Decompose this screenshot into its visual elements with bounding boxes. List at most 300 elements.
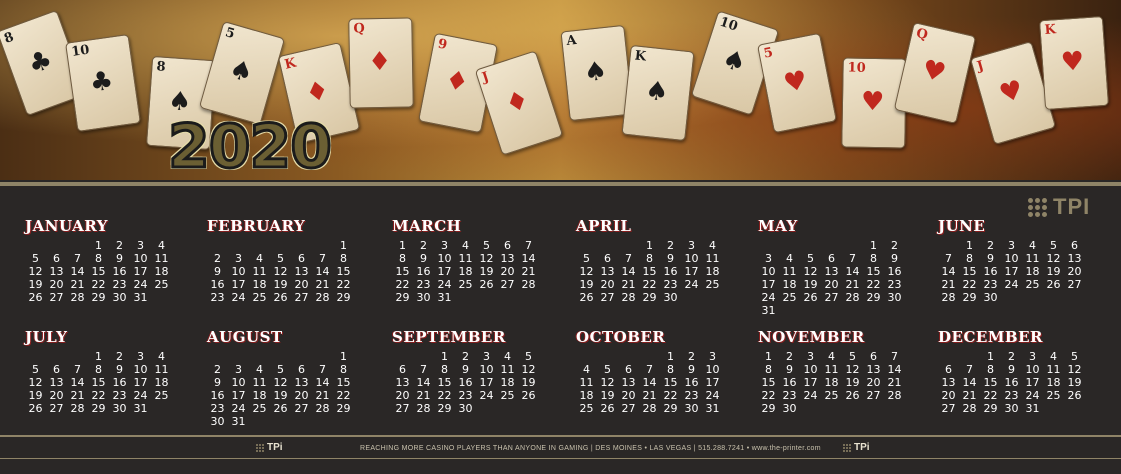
day-number: 29: [437, 402, 452, 415]
day-number: 3: [1029, 350, 1036, 363]
empty-cell: [779, 239, 800, 252]
playing-card: 5 ♠: [199, 21, 285, 125]
day-number: 17: [803, 376, 818, 389]
day-number: 29: [663, 402, 678, 415]
day-number: 31: [231, 415, 246, 428]
day-number: 17: [479, 376, 494, 389]
day-number: 19: [28, 278, 43, 291]
day-number: 13: [941, 376, 956, 389]
day-number: 5: [807, 252, 814, 265]
day-number: 17: [684, 265, 699, 278]
day-number: 20: [600, 278, 615, 291]
day-number: 23: [112, 278, 127, 291]
day-number: 22: [91, 278, 106, 291]
footer-logo-left: [256, 442, 283, 453]
day-number: 20: [824, 278, 839, 291]
footer-divider-bottom: [0, 458, 1121, 459]
day-number: 29: [91, 402, 106, 415]
day-number: 29: [866, 291, 881, 304]
empty-cell: [25, 239, 46, 252]
month-june: [938, 215, 1108, 304]
day-number: 12: [1046, 252, 1061, 265]
month-name: OCTOBER: [576, 328, 666, 346]
day-number: 12: [845, 363, 860, 376]
day-number: 10: [133, 252, 148, 265]
day-number: 24: [231, 402, 246, 415]
day-number: 30: [210, 415, 225, 428]
day-number: 10: [479, 363, 494, 376]
empty-cell: [249, 239, 270, 252]
month-july: [25, 326, 195, 415]
day-number: 6: [625, 363, 632, 376]
day-number: 23: [887, 278, 902, 291]
day-number: 8: [95, 252, 102, 265]
day-number: 16: [210, 278, 225, 291]
day-number: 23: [782, 389, 797, 402]
day-number: 22: [336, 389, 351, 402]
day-number: 18: [500, 376, 515, 389]
day-number: 26: [803, 291, 818, 304]
day-number: 23: [663, 278, 678, 291]
day-number: 24: [761, 291, 776, 304]
month-name: JUNE: [938, 217, 986, 235]
month-may: [758, 215, 928, 317]
empty-cell: [938, 239, 959, 252]
day-number: 27: [866, 389, 881, 402]
playing-card: 10 ♣: [65, 34, 141, 132]
day-number: 25: [824, 389, 839, 402]
day-number: 1: [987, 350, 994, 363]
day-number: 31: [437, 291, 452, 304]
day-number: 21: [621, 278, 636, 291]
day-number: 1: [95, 239, 102, 252]
day-number: 12: [479, 252, 494, 265]
day-number: 8: [340, 363, 347, 376]
day-number: 9: [1008, 363, 1015, 376]
day-number: 17: [133, 265, 148, 278]
day-number: 2: [987, 239, 994, 252]
day-number: 28: [315, 402, 330, 415]
day-number: 22: [91, 389, 106, 402]
day-number: 6: [604, 252, 611, 265]
day-number: 13: [621, 376, 636, 389]
day-number: 9: [116, 363, 123, 376]
day-number: 7: [646, 363, 653, 376]
day-grid: [25, 350, 195, 415]
day-number: 31: [133, 291, 148, 304]
day-number: 12: [273, 265, 288, 278]
day-number: 13: [294, 265, 309, 278]
day-number: 4: [709, 239, 716, 252]
playing-card: 10 ♠: [691, 10, 780, 115]
day-number: 10: [761, 265, 776, 278]
day-number: 26: [28, 402, 43, 415]
day-number: 7: [74, 252, 81, 265]
month-march: [392, 215, 562, 304]
day-number: 24: [1004, 278, 1019, 291]
day-number: 18: [1025, 265, 1040, 278]
day-number: 16: [112, 376, 127, 389]
day-number: 27: [500, 278, 515, 291]
card-banner: [0, 0, 1121, 180]
day-number: 8: [441, 363, 448, 376]
empty-cell: [207, 239, 228, 252]
day-number: 10: [437, 252, 452, 265]
day-number: 3: [137, 239, 144, 252]
day-number: 8: [399, 252, 406, 265]
day-number: 5: [277, 363, 284, 376]
day-number: 6: [504, 239, 511, 252]
day-number: 6: [828, 252, 835, 265]
day-number: 1: [870, 239, 877, 252]
day-number: 25: [252, 402, 267, 415]
day-number: 26: [845, 389, 860, 402]
day-number: 28: [941, 291, 956, 304]
day-number: 30: [458, 402, 473, 415]
day-number: 25: [782, 291, 797, 304]
month-name: NOVEMBER: [758, 328, 865, 346]
day-number: 27: [294, 291, 309, 304]
day-number: 9: [116, 252, 123, 265]
day-number: 12: [1067, 363, 1082, 376]
day-number: 23: [458, 389, 473, 402]
year-title: 2020: [168, 112, 331, 180]
day-number: 2: [688, 350, 695, 363]
playing-card: K ♠: [621, 45, 694, 141]
day-number: 9: [786, 363, 793, 376]
day-number: 21: [416, 389, 431, 402]
empty-cell: [618, 350, 639, 363]
playing-card: K ♦: [278, 42, 361, 144]
day-number: 23: [684, 389, 699, 402]
empty-cell: [312, 350, 333, 363]
empty-cell: [392, 350, 413, 363]
day-number: 30: [782, 402, 797, 415]
day-number: 11: [500, 363, 515, 376]
month-name: JANUARY: [25, 217, 108, 235]
footer-tagline: REACHING MORE CASINO PLAYERS THAN ANYONE IN GAMING | DES MOINES • LAS VEGAS | 515.288.7241 • www.the-printer.com: [360, 445, 821, 452]
day-number: 17: [231, 278, 246, 291]
day-number: 12: [273, 376, 288, 389]
day-number: 29: [642, 291, 657, 304]
day-number: 28: [642, 402, 657, 415]
day-number: 18: [1046, 376, 1061, 389]
empty-cell: [46, 350, 67, 363]
playing-card: A ♠: [560, 25, 633, 121]
day-number: 14: [315, 376, 330, 389]
day-number: 18: [579, 389, 594, 402]
day-number: 22: [336, 278, 351, 291]
day-number: 11: [154, 252, 169, 265]
day-number: 17: [1025, 376, 1040, 389]
day-number: 17: [761, 278, 776, 291]
playing-card: J ♦: [475, 50, 564, 155]
day-number: 8: [646, 252, 653, 265]
empty-cell: [758, 239, 779, 252]
day-grid: [392, 239, 562, 304]
day-number: 4: [158, 239, 165, 252]
day-number: 17: [231, 389, 246, 402]
day-number: 15: [962, 265, 977, 278]
day-number: 2: [667, 239, 674, 252]
month-december: [938, 326, 1108, 415]
day-number: 15: [91, 265, 106, 278]
day-number: 28: [521, 278, 536, 291]
day-number: 18: [458, 265, 473, 278]
day-number: 29: [336, 402, 351, 415]
day-number: 10: [231, 265, 246, 278]
day-number: 20: [1067, 265, 1082, 278]
empty-cell: [46, 239, 67, 252]
day-number: 10: [133, 363, 148, 376]
month-november: [758, 326, 928, 415]
day-number: 15: [866, 265, 881, 278]
day-number: 3: [235, 363, 242, 376]
day-number: 6: [53, 363, 60, 376]
day-number: 7: [849, 252, 856, 265]
day-number: 24: [133, 278, 148, 291]
empty-cell: [270, 239, 291, 252]
month-name: APRIL: [576, 217, 632, 235]
month-name: JULY: [25, 328, 68, 346]
playing-card: 10 ♥: [841, 57, 907, 148]
day-number: 1: [765, 350, 772, 363]
day-number: 10: [705, 363, 720, 376]
divider-line: [0, 182, 1121, 186]
day-number: 12: [803, 265, 818, 278]
month-april: [576, 215, 746, 304]
day-number: 20: [941, 389, 956, 402]
playing-card: 9 ♦: [418, 33, 498, 134]
day-number: 26: [600, 402, 615, 415]
day-number: 23: [416, 278, 431, 291]
day-number: 18: [252, 389, 267, 402]
day-number: 21: [521, 265, 536, 278]
day-number: 18: [252, 278, 267, 291]
day-number: 2: [420, 239, 427, 252]
empty-cell: [25, 350, 46, 363]
month-name: MAY: [758, 217, 798, 235]
day-number: 22: [663, 389, 678, 402]
day-number: 12: [28, 265, 43, 278]
playing-card: 8 ♣: [0, 10, 87, 116]
day-number: 8: [966, 252, 973, 265]
day-number: 13: [866, 363, 881, 376]
month-january: [25, 215, 195, 304]
day-number: 1: [441, 350, 448, 363]
day-number: 7: [966, 363, 973, 376]
day-number: 30: [112, 291, 127, 304]
day-number: 24: [437, 278, 452, 291]
day-number: 14: [70, 265, 85, 278]
day-number: 16: [1004, 376, 1019, 389]
day-number: 4: [158, 350, 165, 363]
day-number: 19: [28, 389, 43, 402]
empty-cell: [67, 239, 88, 252]
day-number: 1: [646, 239, 653, 252]
day-number: 31: [1025, 402, 1040, 415]
day-number: 27: [294, 402, 309, 415]
day-number: 6: [53, 252, 60, 265]
day-number: 10: [1025, 363, 1040, 376]
day-number: 9: [214, 265, 221, 278]
day-number: 18: [824, 376, 839, 389]
playing-card: Q ♦: [348, 17, 414, 108]
day-number: 28: [70, 402, 85, 415]
day-number: 15: [91, 376, 106, 389]
day-number: 27: [49, 402, 64, 415]
day-number: 5: [1071, 350, 1078, 363]
day-number: 28: [315, 291, 330, 304]
day-number: 19: [479, 265, 494, 278]
day-number: 7: [420, 363, 427, 376]
empty-cell: [618, 239, 639, 252]
day-number: 31: [705, 402, 720, 415]
day-number: 17: [437, 265, 452, 278]
day-number: 21: [315, 389, 330, 402]
day-number: 21: [887, 376, 902, 389]
day-number: 25: [1025, 278, 1040, 291]
day-number: 3: [765, 252, 772, 265]
day-number: 30: [416, 291, 431, 304]
day-number: 3: [441, 239, 448, 252]
day-number: 12: [600, 376, 615, 389]
day-number: 11: [252, 376, 267, 389]
day-number: 16: [210, 389, 225, 402]
day-number: 12: [28, 376, 43, 389]
day-number: 24: [133, 389, 148, 402]
day-number: 7: [945, 252, 952, 265]
day-number: 1: [399, 239, 406, 252]
day-number: 25: [500, 389, 515, 402]
day-number: 4: [828, 350, 835, 363]
day-number: 25: [154, 278, 169, 291]
day-number: 1: [966, 239, 973, 252]
day-number: 9: [462, 363, 469, 376]
day-number: 4: [462, 239, 469, 252]
day-number: 2: [116, 239, 123, 252]
day-number: 15: [983, 376, 998, 389]
day-number: 2: [1008, 350, 1015, 363]
playing-card: 5 ♥: [757, 33, 837, 134]
day-number: 5: [849, 350, 856, 363]
day-number: 22: [983, 389, 998, 402]
day-number: 20: [49, 278, 64, 291]
day-number: 23: [112, 389, 127, 402]
day-number: 15: [642, 265, 657, 278]
day-number: 8: [340, 252, 347, 265]
day-grid: [576, 350, 746, 415]
empty-cell: [800, 239, 821, 252]
day-number: 7: [525, 239, 532, 252]
day-number: 10: [803, 363, 818, 376]
playing-card: K ♥: [1039, 16, 1109, 110]
day-number: 13: [395, 376, 410, 389]
day-number: 10: [231, 376, 246, 389]
day-number: 16: [684, 376, 699, 389]
day-number: 26: [273, 291, 288, 304]
day-grid: [938, 350, 1108, 415]
month-august: [207, 326, 377, 428]
day-number: 4: [256, 363, 263, 376]
day-number: 16: [112, 265, 127, 278]
month-name: FEBRUARY: [207, 217, 306, 235]
day-number: 27: [395, 402, 410, 415]
day-number: 2: [214, 363, 221, 376]
day-number: 31: [761, 304, 776, 317]
month-september: [392, 326, 562, 415]
day-number: 16: [782, 376, 797, 389]
day-number: 21: [962, 389, 977, 402]
day-number: 2: [214, 252, 221, 265]
day-number: 6: [399, 363, 406, 376]
day-number: 18: [782, 278, 797, 291]
month-name: MARCH: [392, 217, 462, 235]
day-number: 22: [437, 389, 452, 402]
day-number: 11: [154, 363, 169, 376]
logo-text: TPI: [1053, 194, 1091, 219]
empty-cell: [228, 350, 249, 363]
month-name: SEPTEMBER: [392, 328, 506, 346]
day-number: 5: [32, 252, 39, 265]
day-number: 21: [642, 389, 657, 402]
day-grid: [207, 239, 377, 304]
day-number: 19: [521, 376, 536, 389]
day-number: 24: [705, 389, 720, 402]
footer-divider-top: [0, 435, 1121, 437]
playing-card: J ♥: [969, 41, 1055, 145]
day-number: 15: [336, 376, 351, 389]
day-number: 27: [621, 402, 636, 415]
day-number: 1: [95, 350, 102, 363]
day-number: 28: [845, 291, 860, 304]
footer-logo-right: [843, 442, 870, 453]
day-number: 30: [112, 402, 127, 415]
day-number: 30: [684, 402, 699, 415]
day-number: 14: [521, 252, 536, 265]
empty-cell: [959, 350, 980, 363]
day-number: 30: [887, 291, 902, 304]
day-number: 20: [395, 389, 410, 402]
day-number: 25: [1046, 389, 1061, 402]
day-number: 12: [579, 265, 594, 278]
day-number: 8: [987, 363, 994, 376]
day-number: 13: [49, 265, 64, 278]
day-number: 5: [483, 239, 490, 252]
day-number: 6: [1071, 239, 1078, 252]
dots-icon: [256, 444, 264, 452]
empty-cell: [821, 239, 842, 252]
day-number: 14: [315, 265, 330, 278]
day-number: 2: [116, 350, 123, 363]
day-number: 4: [583, 363, 590, 376]
month-name: AUGUST: [207, 328, 283, 346]
empty-cell: [270, 350, 291, 363]
day-number: 26: [521, 389, 536, 402]
day-number: 25: [579, 402, 594, 415]
day-number: 5: [583, 252, 590, 265]
day-number: 19: [273, 389, 288, 402]
day-grid: [758, 239, 928, 317]
empty-cell: [249, 350, 270, 363]
day-number: 15: [336, 265, 351, 278]
day-number: 23: [983, 278, 998, 291]
empty-cell: [938, 350, 959, 363]
day-number: 23: [1004, 389, 1019, 402]
day-number: 21: [70, 278, 85, 291]
day-number: 29: [91, 291, 106, 304]
day-number: 20: [294, 278, 309, 291]
